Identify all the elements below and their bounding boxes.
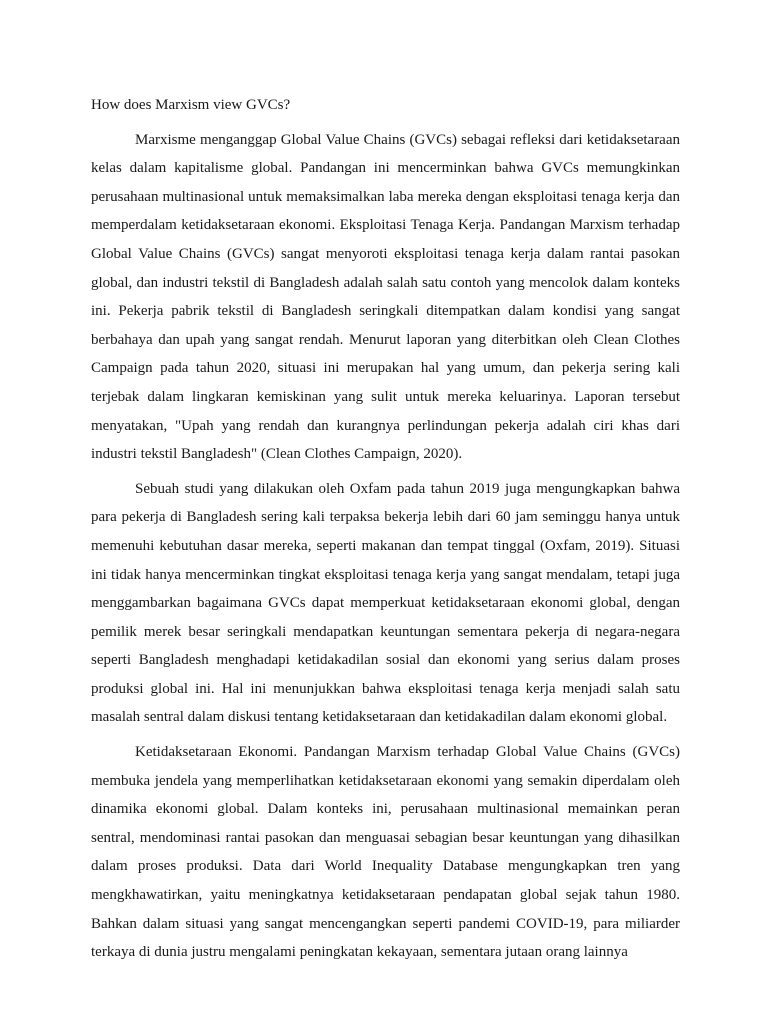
document-body [91,91,680,973]
paragraph-exploitation: Marxisme menganggap Global Value Chains (GVCs) sebagai refleksi dari ketidaksetaraan kelas dalam kapitalisme global. Pandangan ini mencerminkan bahwa GVCs memungkinkan perusahaan multinasional untuk memaksimalkan laba mereka dengan eksploitasi tenaga kerja dan memperdalam ketidaksetaraan ekonomi. Eksploitasi Tenaga Kerja. Pandangan Marxism terhadap Global Value Chains (GVCs) sangat menyoroti eksploitasi tenaga kerja dalam rantai pasokan global, dan industri tekstil di Bangladesh adalah salah satu contoh yang mencolok dalam konteks ini. Pekerja pabrik tekstil di Bangladesh seringkali ditempatkan dalam kondisi yang sangat berbahaya dan upah yang sangat rendah. Menurut laporan yang diterbitkan oleh Clean Clothes Campaign pada tahun 2020, situasi ini merupakan hal yang umum, dan pekerja sering kali terjebak dalam lingkaran kemiskinan yang sulit untuk mereka keluarinya. Laporan tersebut menyatakan, "Upah yang rendah dan kurangnya perlindungan pekerja adalah ciri khas dari industri tekstil Bangladesh" (Clean Clothes Campaign, 2020). [91,131,680,463]
paragraph-oxfam-study: Sebuah studi yang dilakukan oleh Oxfam pada tahun 2019 juga mengungkapkan bahwa para pekerja di Bangladesh sering kali terpaksa bekerja lebih dari 60 jam seminggu hanya untuk memenuhi kebutuhan dasar mereka, seperti makanan dan tempat tinggal (Oxfam, 2019). Situasi ini tidak hanya mencerminkan tingkat eksploitasi tenaga kerja yang sangat mendalam, tetapi juga menggambarkan bagaimana GVCs dapat memperkuat ketidaksetaraan ekonomi global, dengan pemilik merek besar seringkali mendapatkan keuntungan sementara pekerja di negara-negara seperti Bangladesh menghadapi ketidakadilan sosial dan ekonomi yang serius dalam proses produksi global ini. Hal ini menunjukkan bahwa eksploitasi tenaga kerja menjadi salah satu masalah sentral dalam diskusi tentang ketidaksetaraan dan ketidakadilan dalam ekonomi global. [91,480,680,726]
paragraph-economic-inequality: Ketidaksetaraan Ekonomi. Pandangan Marxism terhadap Global Value Chains (GVCs) membuka jendela yang memperlihatkan ketidaksetaraan ekonomi yang semakin diperdalam oleh dinamika ekonomi global. Dalam konteks ini, perusahaan multinasional memainkan peran sentral, mendominasi rantai pasokan dan menguasai sebagian besar keuntungan yang dihasilkan dalam proses produksi. Data dari World Inequality Database mengungkapkan tren yang mengkhawatirkan, yaitu meningkatnya ketidaksetaraan pendapatan global sejak tahun 1980. Bahkan dalam situasi yang sangat mencengangkan seperti pandemi COVID-19, para miliarder terkaya di dunia justru mengalami peningkatan kekayaan, sementara jutaan orang lainnya [91,744,680,961]
document-heading: How does Marxism view GVCs? [91,97,291,113]
